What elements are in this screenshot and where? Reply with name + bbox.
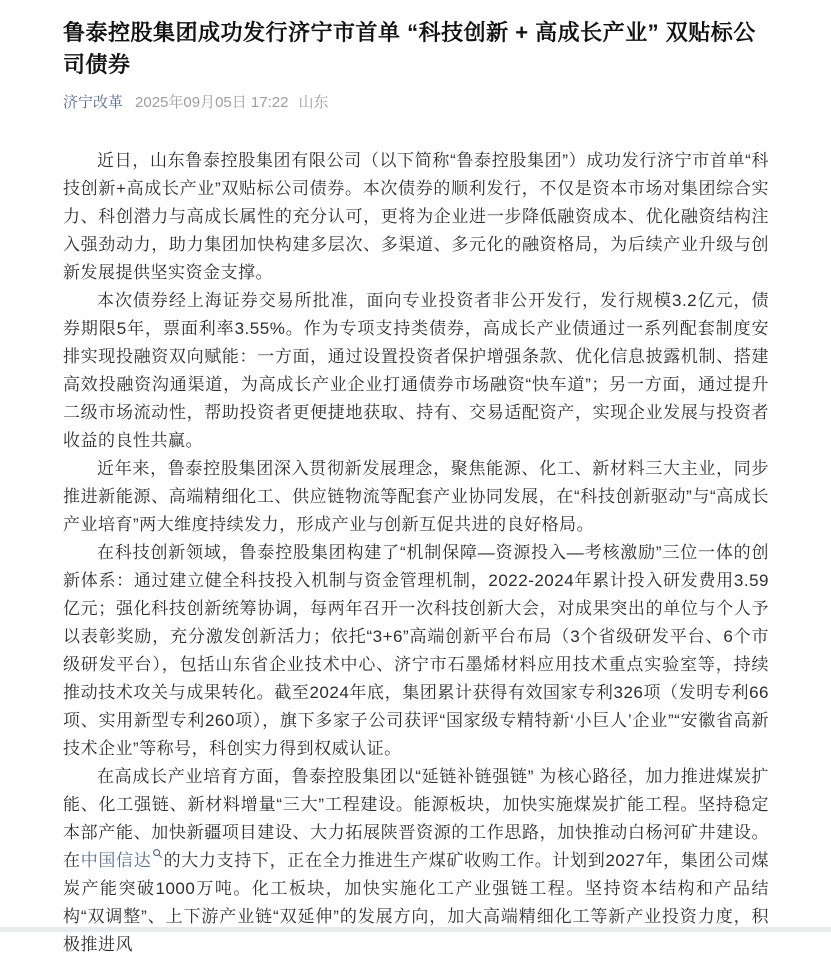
article-title: 鲁泰控股集团成功发行济宁市首单 “科技创新 + 高成长产业” 双贴标公司债券 — [63, 20, 756, 77]
entity-link-zhongguoxinda[interactable] — [81, 851, 164, 870]
publish-date: 2025年09月05日 17:22 — [135, 94, 289, 111]
paragraph-innovation: 在科技创新领域，鲁泰控股集团构建了“机制保障—资源投入—考核激励”三位一体的创新体系：通过建立健全科技投入机制与资金管理机制，2022-2024年累计投入研发费用3.59亿元；强化科技创新统筹协调，每两年召开一次科技创新大会，对成果突出的单位与个人予以表彰奖励，充分激发创新活力；依托“3+6”高端创新平台布局（3个省级研发平台、6个市级研发平台），包括山东省企业技术中心、济宁市石墨烯材料应用技术重点实验室等，持续推动技术攻关与成果转化。截至2024年底，集团累计获得有效国家专利326项（发明专利66项、实用新型专利260项），旗下多家子公司获评“国家级专精特新‘小巨人’企业”“安徽省高新技术企业”等称号，科创实力得到权威认证。 — [63, 543, 769, 758]
search-icon[interactable] — [152, 848, 163, 859]
paragraph-intro: 近日，山东鲁泰控股集团有限公司（以下简称“鲁泰控股集团”）成功发行济宁市首单“科技创新+高成长产业”双贴标公司债券。本次债券的顺利发行，不仅是资本市场对集团综合实力、科创潜力与高成长属性的充分认可，更将为企业进一步降低融资成本、优化融资结构注入强劲动力，助力集团加快构建多层次、多渠道、多元化的融资格局，为后续产业升级与创新发展提供坚实资金支撑。 — [63, 151, 769, 282]
paragraph-recent-years: 近年来，鲁泰控股集团深入贯彻新发展理念，聚焦能源、化工、新材料三大主业，同步推进新能源、高端精细化工、供应链物流等配套产业协同发展，在“科技创新驱动”与“高成长产业培育”两大维度持续发力，形成产业与创新互促共进的良好格局。 — [63, 459, 769, 534]
publish-location: 山东 — [298, 94, 329, 111]
article-body — [63, 147, 769, 959]
account-name-link[interactable]: 济宁改革 — [63, 94, 124, 111]
entity-link-text: 中国信达 — [80, 851, 152, 870]
article-byline — [63, 93, 769, 113]
paragraph-text-pre: 在高成长产业培育方面，鲁泰控股集团以“延链补链强链” 为核心路径，加力推进煤炭扩能、化工强链、新材料增量“三大”工程建设。能源板块，加快实施煤炭扩能工程。坚持稳定本部产能、加快新疆项目建设、大力拓展陕晋资源的工作思路，加快推动白杨河矿井建设。在 — [63, 767, 769, 870]
paragraph-text-post: 的大力支持下，正在全力推进生产煤矿收购工作。计划到2027年，集团公司煤炭产能突破1000万吨。化工板块，加快实施化工产业强链工程。坚持资本结构和产品结构“双调整”、上下游产业链“双延伸”的发展方向，加大高端精细化工等新产业投资力度，积极推进风 — [63, 851, 770, 954]
paragraph-bond-details: 本次债券经上海证券交易所批准，面向专业投资者非公开发行，发行规模3.2亿元，债券期限5年，票面利率3.55%。作为专项支持类债券，高成长产业债通过一系列配套制度安排实现投融资双向赋能：一方面，通过设置投资者保护增强条款、优化信息披露机制、搭建高效投融资沟通渠道，为高成长产业企业打通债券市场融资“快车道”；另一方面，通过提升二级市场流动性，帮助投资者更便捷地获取、持有、交易适配资产，实现企业发展与投资者收益的良性共赢。 — [63, 291, 769, 450]
page-bottom-divider — [0, 927, 831, 932]
